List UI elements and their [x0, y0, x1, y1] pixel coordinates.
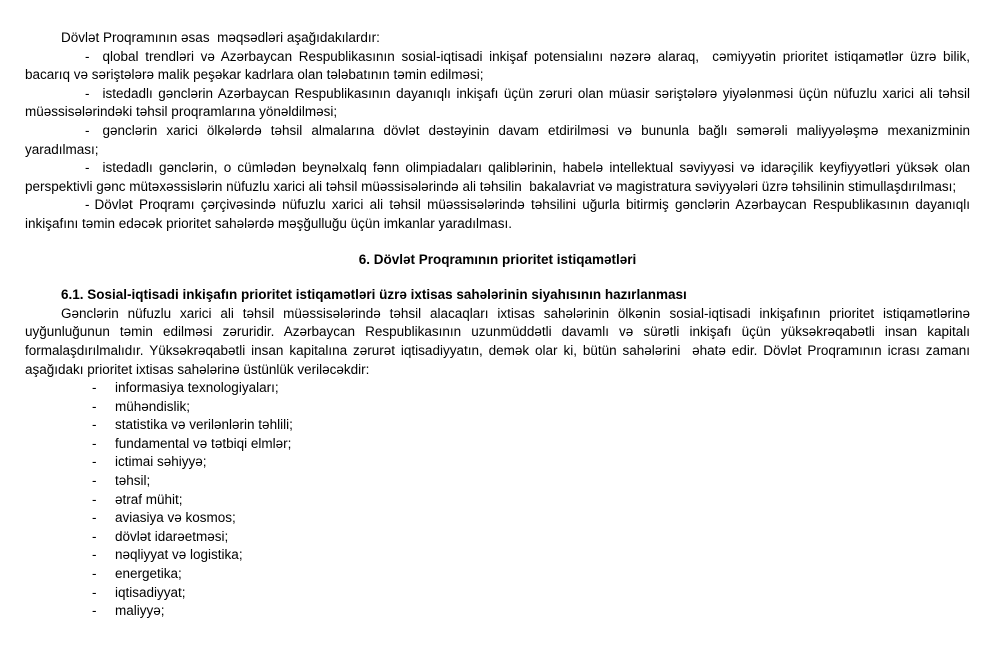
priority-field-text: aviasiya və kosmos;	[115, 510, 236, 526]
priority-field-item	[92, 379, 970, 398]
priority-field-item	[92, 602, 970, 621]
priority-field-item	[92, 435, 970, 454]
bullet-dash: -	[92, 528, 97, 544]
priority-field-text: mühəndislik;	[115, 398, 191, 414]
priority-field-text: energetika;	[115, 566, 182, 582]
priority-fields-list	[25, 379, 970, 621]
goal-item-3	[25, 122, 970, 159]
priority-field-item	[92, 584, 970, 603]
bullet-dash: -	[85, 160, 90, 176]
goal-item-1	[25, 48, 970, 85]
bullet-dash: -	[92, 398, 97, 414]
bullet-dash: -	[85, 85, 90, 101]
bullet-dash: -	[92, 380, 97, 396]
priority-field-text: dövlət idarəetməsi;	[115, 528, 229, 544]
bullet-dash: -	[92, 491, 97, 507]
bullet-dash: -	[92, 435, 97, 451]
bullet-dash: -	[92, 584, 97, 600]
priority-field-item	[92, 491, 970, 510]
bullet-dash: -	[92, 417, 97, 433]
goal-text: istedadlı gənclərin, o cümlədən beynəlxalq fənn olimpiadaları qaliblərinin, habelə intellektual səviyyəsi və idarəçilik keyfiyyətləri yüksək olan perspektivli gənc mütəxəssislərin nüfuzlu xarici ali təhsil müəssisələrində ali təhsilin bakalavriat və magistratura səviyyələri üzrə təhsilinin stimullaşdırılması;	[25, 160, 970, 194]
goal-text: qlobal trendləri və Azərbaycan Respublikasının sosial-iqtisadi inkişaf potensialını nəzərə alaraq, cəmiyyətin prioritet istiqamətlər üzrə bilik, bacarıq və səriştələrə malik peşəkar kadrlara olan tələbatının təmin edilməsi;	[25, 48, 970, 83]
intro-paragraph: Dövlət Proqramının əsas məqsədləri aşağıdakılardır:	[61, 30, 380, 45]
priority-field-text: fundamental və tətbiqi elmlər;	[115, 435, 292, 451]
goal-text: istedadlı gənclərin Azərbaycan Respublikasının dayanıqlı inkişafı üçün zəruri olan müasir səriştələrə yiyələnməsi üçün nüfuzlu xarici ali təhsil müəssisələrindəki təhsil proqramlarına yönəldilməsi;	[25, 85, 970, 120]
bullet-dash: -	[85, 197, 90, 213]
priority-field-text: maliyyə;	[115, 603, 165, 619]
priority-field-item	[92, 546, 970, 565]
priority-field-item	[92, 416, 970, 435]
goal-text: gənclərin xarici ölkələrdə təhsil almalarına dövlət dəstəyinin davam etdirilməsi və bununla bağlı səmərəli maliyyələşmə mexanizminin yaradılması;	[25, 122, 970, 157]
goal-text: Dövlət Proqramı çərçivəsində nüfuzlu xarici ali təhsil müəssisələrində təhsilini uğurla bitirmiş gənclərin Azərbaycan Respublikasının dayanıqlı inkişafını təmin edəcək prioritet sahələrdə məşğulluğu üçün imkanlar yaradılması.	[25, 197, 970, 231]
priority-field-text: ictimai səhiyyə;	[115, 454, 207, 470]
priority-field-text: nəqliyyat və logistika;	[115, 547, 243, 563]
priority-field-text: iqtisadiyyat;	[115, 584, 186, 600]
priority-field-item	[92, 509, 970, 528]
priority-field-text: təhsil;	[115, 473, 151, 489]
bullet-dash: -	[92, 510, 97, 526]
priority-field-item	[92, 453, 970, 472]
bullet-dash: -	[85, 48, 90, 64]
bullet-dash: -	[92, 454, 97, 470]
priority-field-text: ətraf mühit;	[115, 491, 183, 507]
goal-item-4	[25, 159, 970, 196]
goal-item-2	[25, 85, 970, 122]
goal-item-5	[25, 196, 970, 233]
priority-field-text: statistika və verilənlərin təhlili;	[115, 417, 293, 433]
bullet-dash: -	[85, 122, 90, 138]
bullet-dash: -	[92, 603, 97, 619]
bullet-dash: -	[92, 566, 97, 582]
priority-field-text: informasiya texnologiyaları;	[115, 380, 279, 396]
priority-field-item	[92, 528, 970, 547]
priority-field-item	[92, 472, 970, 491]
priority-field-item	[92, 398, 970, 417]
body-paragraph: Gənclərin nüfuzlu xarici ali təhsil müəssisələrində təhsil alacaqları ixtisas sahələrinin ölkənin sosial-iqtisadi inkişafının prioritet istiqamətlərinə uyğunluğunun təmin edilməsi zəruridir. Azərbaycan Respublikasının uzunmüddətli davamlı və sürətli inkişafı üçün yüksəkrəqabətli insan kapitalı formalaşdırılmalıdır. Yüksəkrəqabətli insan kapitalına zərurət iqtisadiyyatın, demək olar ki, bütün sahələrini əhatə edir. Dövlət Proqramının icrası zamanı aşağıdakı prioritet ixtisas sahələrinə üstünlük veriləcəkdir:	[25, 305, 970, 377]
bullet-dash: -	[92, 547, 97, 563]
section-heading: 6. Dövlət Proqramının prioritet istiqamətləri	[358, 251, 637, 267]
priority-field-item	[92, 565, 970, 584]
bullet-dash: -	[92, 473, 97, 489]
subsection-heading: 6.1. Sosial-iqtisadi inkişafın prioritet istiqamətləri üzrə ixtisas sahələrinin siyahısının hazırlanması	[61, 287, 687, 303]
